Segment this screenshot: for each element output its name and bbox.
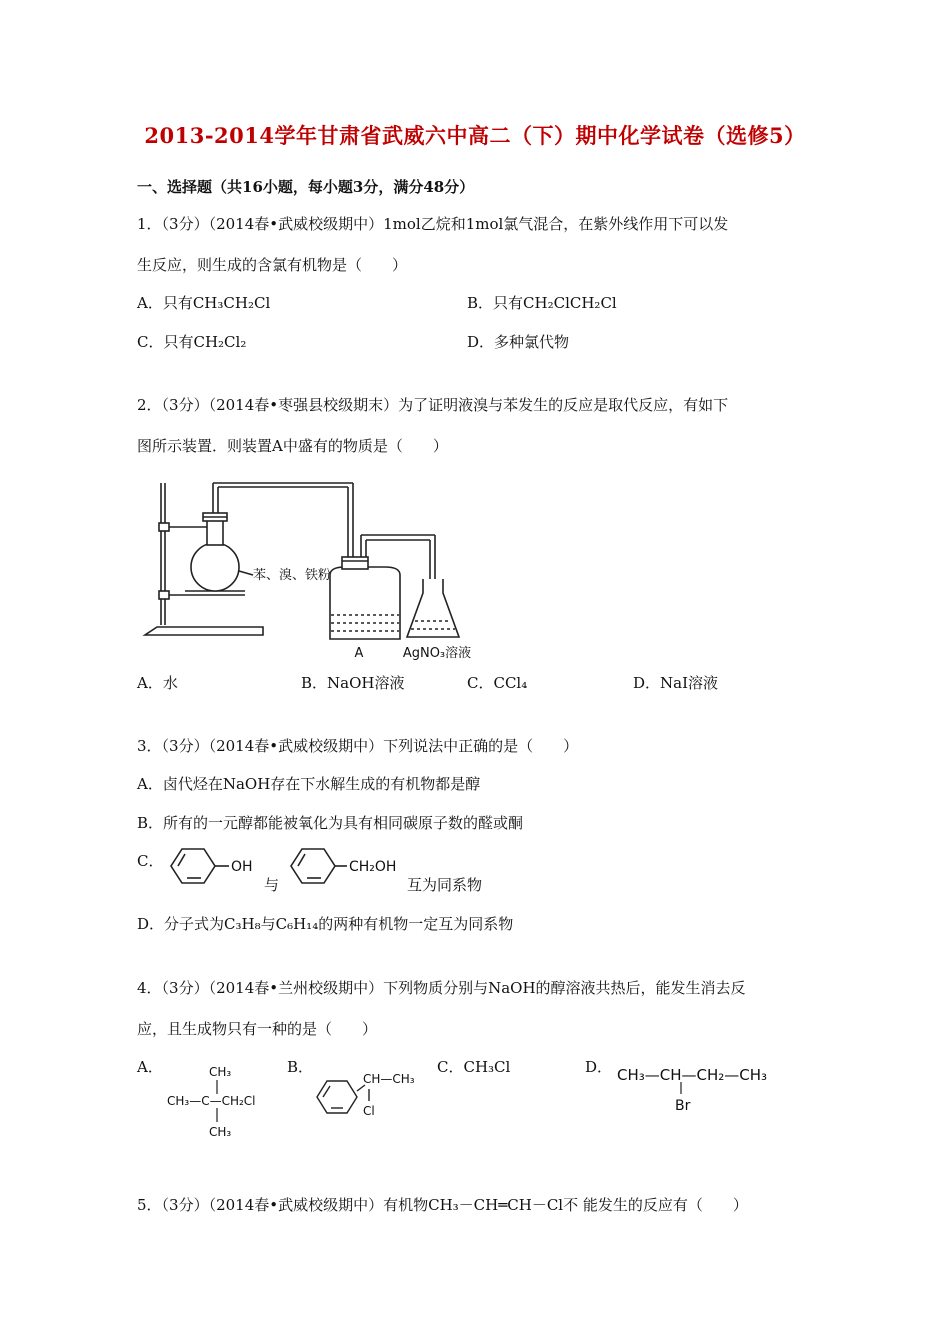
apparatus-figure (135, 475, 475, 665)
q5-stem: 5．（3分）（2014春•武威校级期中）有机物CH₃－CH═CH－Cl不 能发生的反应有（ ） (137, 1196, 748, 1214)
q2-option-a: A．水 (137, 674, 178, 692)
bottle-a-label: A (354, 646, 364, 661)
section-heading: 一、选择题（共16小题，每小题3分，满分48分） (137, 178, 475, 196)
q4a-top-methyl: CH₃ (209, 1065, 232, 1079)
q4b-chloro: Cl (363, 1104, 375, 1118)
q2-stem-line2: 图所示装置．则装置A中盛有的物质是（ ） (137, 437, 448, 455)
q2-option-c: C．CCl₄ (467, 674, 528, 692)
q2-stem-line1: 2．（3分）（2014春•枣强县校级期末）为了证明液溴与苯发生的反应是取代反应，有如下 (137, 396, 729, 414)
q3-option-d: D．分子式为C₃H₈与C₆H₁₄的两种有机物一定互为同系物 (137, 915, 514, 933)
q4-stem-line2: 应，且生成物只有一种的是（ ） (137, 1020, 378, 1038)
q4-option-a-label: A． (137, 1058, 163, 1076)
q1-stem-line2: 生反应，则生成的含氯有机物是（ ） (137, 256, 408, 274)
q1-option-d: D．多种氯代物 (467, 333, 570, 351)
benzyl-alcohol-structure (285, 845, 410, 887)
q2-option-b: B．NaOH溶液 (301, 674, 405, 692)
q4d-bromo: Br (675, 1098, 691, 1114)
q3-option-a: A．卤代烃在NaOH存在下水解生成的有机物都是醇 (137, 775, 481, 793)
phenol-structure (165, 845, 265, 887)
benzyl-ch2oh-label: CH₂OH (349, 859, 397, 875)
q1-option-b: B．只有CH₂ClCH₂Cl (467, 294, 617, 312)
q1-option-a: A．只有CH₃CH₂Cl (137, 294, 271, 312)
q2-option-d: D．NaI溶液 (633, 674, 719, 692)
q1-stem-line1: 1．（3分）（2014春•武威校级期中）1mol乙烷和1mol氯气混合，在紫外线作用下可以发 (137, 215, 729, 233)
q3-stem: 3．（3分）（2014春•武威校级期中）下列说法中正确的是（ ） (137, 737, 579, 755)
q4b-chain: CH—CH₃ (363, 1072, 415, 1086)
q4-option-d-structure (615, 1060, 815, 1120)
exam-title: 2013-2014学年甘肃省武威六中高二（下）期中化学试卷（选修5） (144, 123, 806, 148)
phenol-oh-label: OH (231, 859, 253, 875)
q4-option-b-label: B． (287, 1058, 314, 1076)
q3-option-c-label: C． (137, 852, 164, 870)
q4a-bottom-methyl: CH₃ (209, 1125, 232, 1139)
q4-option-d-label: D． (585, 1058, 613, 1076)
q3-option-c-suffix: 互为同系物 (407, 876, 483, 894)
q4a-main-chain: CH₃—C—CH₂Cl (167, 1094, 256, 1108)
agno3-label: AgNO₃溶液 (402, 646, 472, 661)
q4d-chain: CH₃—CH—CH₂—CH₃ (617, 1066, 768, 1084)
q4-option-c: C．CH₃Cl (437, 1058, 511, 1076)
q3-option-b: B．所有的一元醇都能被氧化为具有相同碳原子数的醛或酮 (137, 814, 524, 832)
q4-option-a-structure (165, 1062, 275, 1142)
q4-option-b-structure (313, 1065, 423, 1125)
q1-option-c: C．只有CH₂Cl₂ (137, 333, 247, 351)
q3-option-c-with: 与 (264, 876, 280, 894)
flask-contents-label: 苯、溴、铁粉 (253, 568, 332, 583)
q4-stem-line1: 4．（3分）（2014春•兰州校级期中）下列物质分别与NaOH的醇溶液共热后，能发生消去反 (137, 979, 746, 997)
